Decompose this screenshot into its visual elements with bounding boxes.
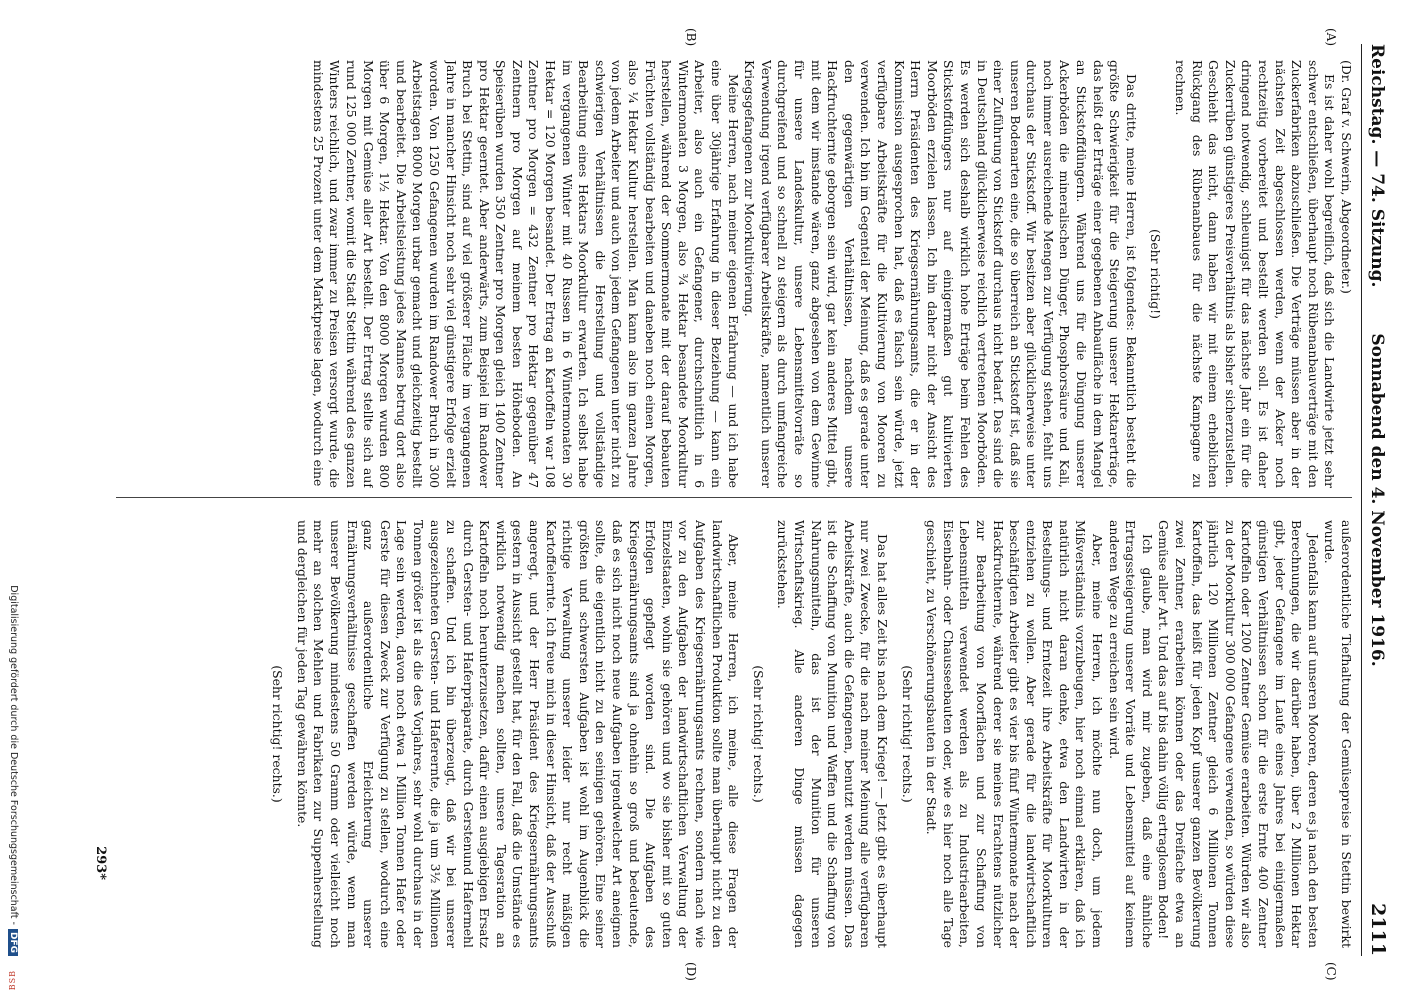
digitization-text: Digitalisierung gefördert durch die Deutsche Forschungsgemeinschaft - — [8, 585, 19, 925]
interjection: (Sehr richtig! rechts.) — [750, 665, 766, 803]
paragraph: Aber, meine Herren, ich möchte nun doch, um jedem Mißverständnis vorzubeugen, hier noch einmal erklären, daß ich natürlich nicht daran denke, etwa den Landwirten in der Bestellungs- und Erntezeit ihre Arbeitskräfte für Moorkulturen entziehen zu wollen. Aber gerade für die landwirtschaftlich beschäftigten Arbeiter gibt es vier bis fünf Wintermonate nach der Hackfruchternte, während derer sie meines Erachtens nützlicher zur Bearbeitung von Moorflächen und zur Schaffung von Lebensmitteln verwendet werden als zu Industriearbeiten, Eisenbahn- oder Chausseebauten oder, wie es hier noch alle Tage geschieht, zu Verschönerungsbauten in der Stadt. — [924, 520, 1106, 948]
margin-marker-a: (A) — [1324, 28, 1338, 47]
library-mark: BSB — [8, 969, 17, 990]
page-header — [1361, 44, 1392, 956]
paragraph: Jedenfalls kann auf unseren Mooren, deren es ja nach den besten Berechnungen, die wir darüber haben, über 2 Millionen Hektar gibt, jeder Gefangene im Laufe eines Jahres bei einigermaßen günstigen Verhältnissen schon für die erste Ernte 400 Zentner Kartoffeln oder 1200 Zentner Gemüse erarbeiten. Würden wir also zu der Moorkultur 300 000 Gefangene verwenden, so würden diese jährlich 120 Millionen Zentner gleich 6 Millionen Tonnen Kartoffeln, das heißt für jeden Kopf unserer ganzen Bevölkerung zwei Zentner, erarbeiten können oder das Dreifache etwa an Gemüse aller Art. Und das auf bis dahin völlig ertraglosem Boden! — [1156, 520, 1321, 948]
page-signature: 293* — [93, 846, 108, 880]
interjection: (Sehr richtig!) — [1148, 229, 1164, 319]
paragraph: Das dritte, meine Herren, ist folgendes: Bekanntlich besteht die größte Schwierigkeit für die Steigerung unserer Hektarerträge, das heißt der Erträge einer gegebenen Anbaufläche in dem Mangel an Stickstoffdüngern. Während uns für die Düngung unserer Ackerböden die mineralischen Dünger, Phosphorsäure und Kali, noch immer ausreichende Mengen zur Verfügung stehen, fehlt uns durchaus der Stickstoff. Wir besitzen aber glücklicherweise unter unseren Bodenarten eine, die so überreich an Stickstoff ist, daß sie einer Zuführung von Stickstoff durchaus nicht bedarf. Das sind die in Deutschland glücklicherweise reichlich vertretenen Moorböden. Es werden sich deshalb wirklich hohe Erträge beim Fehlen des Stickstoffdüngers nur auf einigermaßen gut kultivierten Moorböden erzielen lassen. Ich bin daher nicht der Ansicht des Herrn Präsidenten des Kriegsernährungsamts, die er in der Kommission ausgesprochen hat, daß es falsch sein würde, jetzt verfügbare Arbeitskräfte für die Kultivierung von Mooren zu verwenden. Ich bin im Gegenteil der Meinung, daß es gerade unter den gegenwärtigen Verhältnissen, nachdem unsere Hackfruchternte geborgen sein wird, gar kein anderes Mittel gibt, mit dem wir imstande wären, ganz abgesehen von dem Gewinne für unsere Landeskultur, unsere Lebensmittelvorräte so durchgreifend und so schnell zu steigern als durch umfangreiche Verwendung irgend verfügbarer Arbeitskräfte, namentlich unserer Kriegsgefangenen zur Moorkultivierung. — [742, 60, 1139, 488]
margin-marker-c: (C) — [1324, 962, 1338, 981]
paragraph: Es ist daher wohl begreiflich, daß sich die Landwirte jetzt sehr schwer entschließen, überhaupt noch Rübenanbauverträge mit den Zuckerfabriken abzuschließen. Die Verträge müssen aber in der nächsten Zeit abgeschlossen werden, wenn der Acker noch rechtzeitig vorbereitet und bestellt werden soll. Es ist daher dringend notwendig, schleunigst für das nächste Jahr ein für die Zuckerrüben günstigeres Preisverhältnis als bisher sicherzustellen. Geschieht das nicht, dann haben wir mit einem erheblichen Rückgang des Rübenanbaues für die nächste Kampagne zu rechnen. — [1173, 60, 1338, 488]
left-column — [114, 60, 1354, 488]
margin-marker-b: (B) — [684, 28, 698, 47]
margin-marker-d: (D) — [684, 962, 698, 981]
paragraph: Das hat alles Zeit bis nach dem Kriege! — Jetzt gibt es überhaupt nur zwei Zwecke, für die nach meiner Meinung alle verfügbaren Arbeitskräfte, auch die Gefangenen, benutzt werden müssen. Das ist die Schaffung von Munition und Waffen und die Schaffung von Nahrungsmitteln, das ist der Munition für unseren Wirtschaftskrieg. Alle anderen Dinge müssen dagegen zurückstehen. — [775, 520, 890, 948]
digitization-note — [8, 585, 19, 956]
paragraph: außerordentliche Tiefhaltung der Gemüsepreise in Stettin bewirkt wurde. — [1322, 520, 1354, 948]
header-session: Reichstag. — 74. Sitzung. — [1367, 44, 1387, 288]
header-date: Sonnabend den 4. November 1916. — [1367, 333, 1387, 667]
speaker-line: (Dr. Graf v. Schwerin, Abgeordneter.) — [1339, 60, 1354, 294]
right-column — [114, 520, 1354, 948]
paragraph: Aber, meine Herren, ich meine, alle diese Fragen der landwirtschaftlichen Produktion sollte man überhaupt nicht zu den Aufgaben des Kriegsernährungsamts rechnen, sondern nach wie vor zu den Aufgaben der landwirtschaftlichen Verwaltung der Einzelstaaten, wohin sie gehören und wo sie bisher mit so guten Erfolgen gepflegt worden sind. Die Aufgaben des Kriegsernährungsamts sind ja ohnehin so groß und bedeutende, daß es sich nicht noch neue Aufgaben irgendwelcher Art aneignen sollte, die eigentlich nicht zu den seinigen gehören. Eine seiner größten und schwersten Aufgaben ist wohl im Augenblick die richtige Verwaltung unserer leider nur recht mäßigen Kartoffelernte. Ich freue mich in dieser Hinsicht, daß der Ausschuß angeregt, und der Herr Präsident des Kriegsernährungsamts gestern in Aussicht gestellt hat, für den Fall, daß die Umstände es wirklich notwendig machen sollten, unsere Tagesration an Kartoffeln noch herunterzusetzen, dafür einen ausgiebigen Ersatz durch Gersten- und Haferpräparate, durch Gerstenund Hafermehl zu schaffen. Und ich bin überzeugt, daß wir bei unserer ausgezeichneten Gersten- und Haferernte, die ja um 3½ Millionen Tonnen größer ist als die des Vorjahres, sehr wohl durchaus in der Lage sein werden, davon noch etwa 1 Million Tonnen Hafer oder Gerste für diesen Zweck zur Verfügung zu stellen, wodurch eine ganz außerordentliche Erleichterung unserer Ernährungsverhältnisse geschaffen werden würde, wenn man unserer Bevölkerung mindestens 50 Gramm oder vielleicht noch mehr an solchen Mehlen und Fabrikaten zur Suppenherstellung und dergleichen für jeden Tag gewähren könnte. — [294, 520, 742, 948]
column-divider — [116, 497, 1352, 498]
header-page-number: 2111 — [1367, 903, 1389, 956]
dfg-logo: DFG — [8, 929, 18, 956]
paragraph: Ich glaube, man wird mir zugeben, daß eine ähnliche Ertragssteigerung unserer Vorräte und Lebensmittel auf keinem anderen Wege zu erreichen sein wird. — [1106, 520, 1155, 948]
paragraph: Meine Herren, nach meiner eigenen Erfahrung — und ich habe eine über 30jährige Erfahrung in dieser Beziehung — kann ein Arbeiter, also auch ein Gefangener, durchschnittlich in 6 Wintermonaten 3 Morgen, also ¾ Hektar besandete Moorkultur herstellen, während der Sommermonate mit der darauf bebauten Früchten vollständig bearbeiten und daneben noch einen Morgen, also ¼ Hektar Kultur herstellen. Man kann also im ganzen Jahre von jedem Arbeiter und auch von jedem Gefangenen unter nicht zu schwierigen Verhältnissen die Herstellung und vollständige Bearbeitung eines Hektars Moorkultur erwarten. Ich selbst habe im vergangenen Winter mit 40 Russen in 6 Wintermonaten 30 Hektar = 120 Morgen besandet. Der Ertrag an Kartoffeln war 108 Zentner pro Morgen = 432 Zentner pro Hektar gegenüber 47 Zentnern pro Morgen auf meinem besten Höheboden. An Speiserüben wurden 350 Zentner pro Morgen gleich 1400 Zentner pro Hektar geerntet. Aber anderwärts, zum Beispiel im Randower Bruch bei Stettin, sind auf viel größerer Fläche im vergangenen Jahre in mancher Hinsicht noch sehr viel günstigere Erfolge erzielt worden. Von 1250 Gefangenen wurden im Randower Bruch in 300 Arbeitstagen 8000 Morgen urbar gemacht und gleichzeitig bestellt und bearbeitet. Die Arbeitsleistung jedes Mannes betrug dort also über 6 Morgen, 1½ Hektar. Von den 8000 Morgen wurden 800 Morgen mit Gemüse aller Art bestellt. Der Ertrag stellte sich auf rund 125 000 Zentner, womit die Stadt Stettin während des ganzen Winters reichlich, und zwar immer zu Preisen versorgt wurde, die mindestens 25 Prozent unter dem Marktpreise lagen, wodurch eine — [310, 60, 741, 488]
interjection: (Sehr richtig! rechts.) — [899, 665, 915, 803]
interjection: (Sehr richtig! rechts.) — [270, 665, 286, 803]
